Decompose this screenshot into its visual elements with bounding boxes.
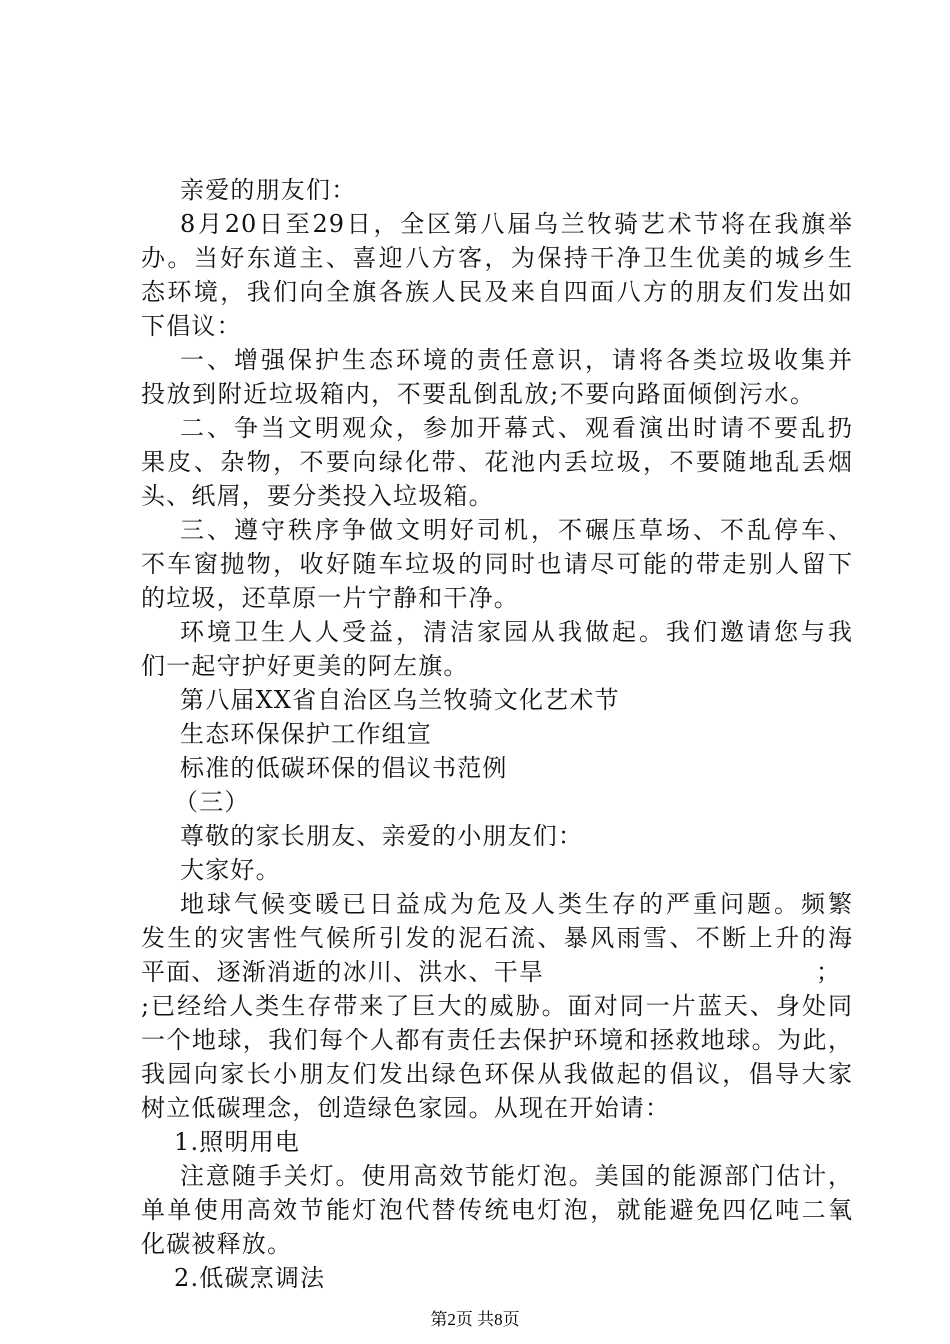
paragraph-line: 注意随手关灯。使用高效节能灯泡。美国的能源部门估计，	[180, 1162, 853, 1190]
list-item-heading: 1.照明用电	[174, 1128, 301, 1156]
paragraph-line: 平面、逐渐消逝的冰川、洪水、干旱	[141, 958, 545, 986]
paragraph-line: 地球气候变暖已日益成为危及人类生存的严重问题。频繁	[180, 890, 853, 918]
paragraph-line-end-mark: ；	[816, 958, 842, 986]
paragraph-line: 8月20日至29日，全区第八届乌兰牧骑艺术节将在我旗举	[180, 210, 853, 238]
greeting: 大家好。	[180, 856, 281, 884]
paragraph-line: 办。当好东道主、喜迎八方客，为保持干净卫生优美的城乡生	[141, 244, 853, 272]
section-title: 标准的低碳环保的倡议书范例	[180, 754, 508, 782]
paragraph-line: 单单使用高效节能灯泡代替传统电灯泡，就能避免四亿吨二氧	[141, 1196, 853, 1224]
paragraph-line: 们一起守护好更美的阿左旗。	[141, 652, 469, 680]
paragraph-line: 下倡议：	[141, 312, 242, 340]
salutation: 亲爱的朋友们：	[180, 176, 357, 204]
paragraph-line: 果皮、杂物，不要向绿化带、花池内丢垃圾，不要随地乱丢烟	[141, 448, 853, 476]
paragraph-line: 一个地球，我们每个人都有责任去保护环境和拯救地球。为此，	[141, 1026, 853, 1054]
paragraph-line: 环境卫生人人受益，清洁家园从我做起。我们邀请您与我	[180, 618, 853, 646]
signature-organizer: 第八届XX省自治区乌兰牧骑文化艺术节	[180, 686, 620, 714]
paragraph-line: 树立低碳理念，创造绿色家园。从现在开始请：	[141, 1094, 671, 1122]
paragraph-line: 不车窗抛物，收好随车垃圾的同时也请尽可能的带走别人留下	[141, 550, 853, 578]
paragraph-line: 头、纸屑，要分类投入垃圾箱。	[141, 482, 494, 510]
salutation: 尊敬的家长朋友、亲爱的小朋友们：	[180, 822, 584, 850]
section-number: （三）	[174, 788, 250, 816]
paragraph-line: 二、争当文明观众，参加开幕式、观看演出时请不要乱扔	[180, 414, 853, 442]
paragraph-line: 的垃圾，还草原一片宁静和干净。	[141, 584, 519, 612]
paragraph-line: 投放到附近垃圾箱内，不要乱倒乱放;不要向路面倾倒污水。	[141, 380, 815, 408]
paragraph-line: 我园向家长小朋友们发出绿色环保从我做起的倡议，倡导大家	[141, 1060, 853, 1088]
paragraph-line: 一、增强保护生态环境的责任意识，请将各类垃圾收集并	[180, 346, 853, 374]
paragraph-line: 化碳被释放。	[141, 1230, 293, 1258]
paragraph-line: 态环境，我们向全旗各族人民及来自四面八方的朋友们发出如	[141, 278, 853, 306]
list-item-heading: 2.低碳烹调法	[174, 1264, 326, 1292]
paragraph-line: ;已经给人类生存带来了巨大的威胁。面对同一片蓝天、身处同	[141, 992, 853, 1020]
paragraph-line: 发生的灾害性气候所引发的泥石流、暴风雨雪、不断上升的海	[141, 924, 853, 952]
paragraph-line: 三、遵守秩序争做文明好司机，不碾压草场、不乱停车、	[180, 516, 853, 544]
page-footer: 第2页 共8页	[430, 1310, 520, 1329]
signature-group: 生态环保保护工作组宣	[180, 720, 432, 748]
